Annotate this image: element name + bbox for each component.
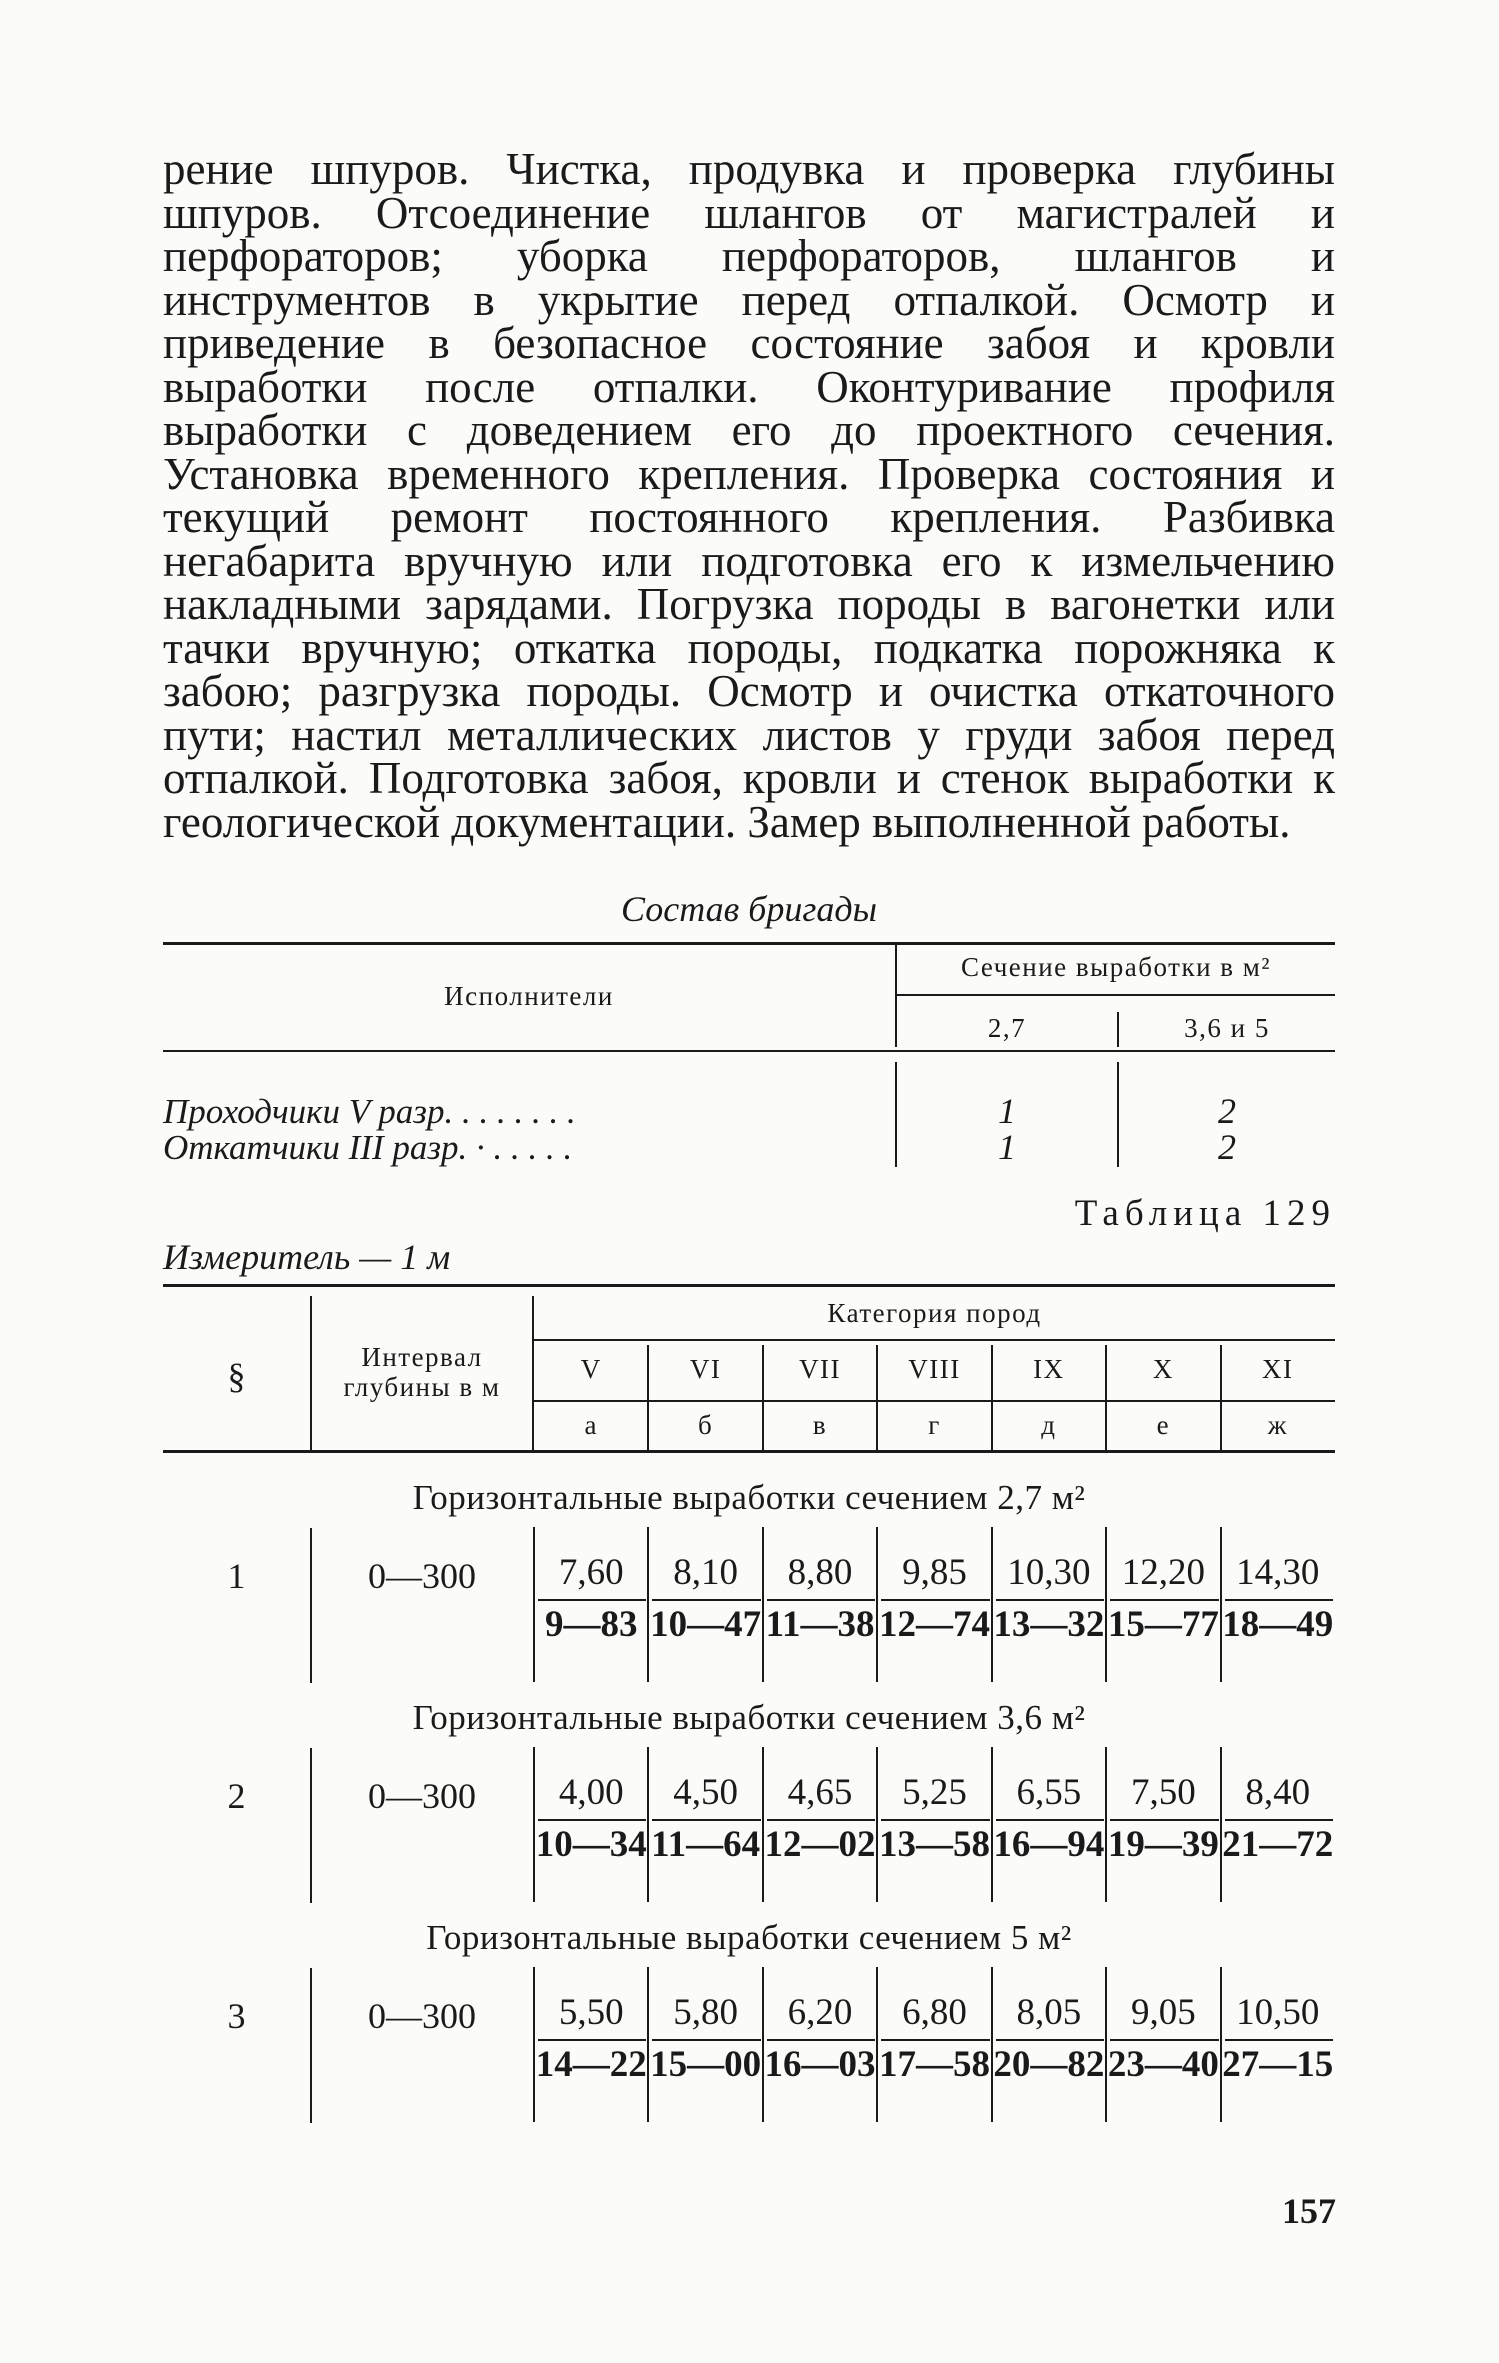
fraction-line [996,1819,1104,1821]
price-value: 9—83 [544,1604,638,1645]
fraction-line [881,2039,989,2041]
price-value: 20—82 [993,2044,1105,2085]
crew-row-value: 1 [998,1091,1016,1131]
rate-value: 5,50 [558,1992,624,2033]
price-value: 12—74 [878,1604,990,1645]
price-value: 13—58 [878,1824,990,1865]
section-header: § [227,1356,246,1396]
price-value: 17—58 [878,2044,990,2085]
rate-value: 8,80 [787,1552,853,1593]
rate-value: 5,25 [902,1772,967,1813]
crew-caption: Состав бригады [620,889,878,929]
category-roman: V [580,1354,602,1384]
price-value: 16—94 [993,1824,1105,1865]
fraction-line [881,1599,989,1601]
row-interval: 0—300 [368,1996,476,2036]
fraction-line [1110,2039,1218,2041]
fraction-line [1225,1599,1333,1601]
category-letter: е [1156,1410,1171,1440]
rate-value: 7,50 [1130,1772,1196,1813]
category-roman: VI [689,1354,722,1384]
rate-value: 4,00 [558,1772,624,1813]
category-rule [534,1339,1335,1341]
group-title: Горизонтальные выработки сечением 2,7 м² [412,1478,1086,1517]
group-title: Горизонтальные выработки сечением 3,6 м² [412,1698,1086,1737]
crew-row-value: 2 [1218,1091,1236,1131]
rate-value: 5,80 [673,1992,738,2033]
rate-value: 7,60 [558,1552,624,1593]
category-letter: б [698,1410,714,1440]
price-value: 16—03 [764,2044,876,2085]
fraction-line [652,2039,760,2041]
rate-value: 4,65 [787,1772,853,1813]
table-title: Таблица 129 [1074,1193,1336,1234]
price-value: 15—00 [650,2044,762,2085]
crew-header-performers: Исполнители [444,981,614,1011]
price-value: 23—40 [1107,2044,1219,2085]
rate-value: 14,30 [1236,1552,1320,1593]
crew-header-mid-rule [897,994,1335,996]
group-divider [310,1748,312,1903]
crew-sub-b: 3,6 и 5 [1184,1013,1270,1043]
price-value: 27—15 [1222,2044,1334,2085]
interval-header: Интервал глубины в м [343,1342,501,1402]
price-value: 11—38 [765,1604,875,1645]
crew-row-value: 1 [998,1127,1016,1167]
category-letter: г [928,1410,941,1440]
roman-rule [534,1400,1335,1402]
price-value: 10—47 [650,1604,762,1645]
table-top-rule [163,1284,1335,1287]
table-header-bottom-rule [163,1450,1335,1453]
table-measure: Измеритель — 1 м [163,1237,451,1277]
category-letter: в [812,1410,828,1440]
rate-value: 9,85 [902,1552,967,1593]
category-roman: X [1152,1354,1174,1384]
row-number: 2 [227,1776,246,1816]
fraction-line [652,1599,760,1601]
category-roman: IX [1033,1354,1065,1384]
price-value: 13—32 [993,1604,1105,1645]
category-letter: а [584,1410,598,1440]
fraction-line [767,2039,875,2041]
group-title: Горизонтальные выработки сечением 5 м² [426,1918,1072,1957]
rate-value: 10,30 [1007,1552,1091,1593]
rate-value: 12,20 [1121,1552,1205,1593]
price-value: 18—49 [1222,1604,1334,1645]
fraction-line [881,1819,989,1821]
fraction-line [996,2039,1104,2041]
rate-value: 6,55 [1016,1772,1082,1813]
rate-value: 8,10 [673,1552,738,1593]
crew-header-section: Сечение выработки в м² [961,952,1271,982]
crew-row-value: 2 [1218,1127,1236,1167]
row-interval: 0—300 [368,1776,476,1816]
fraction-line [538,1599,646,1601]
fraction-line [1225,1819,1333,1821]
row-number: 3 [227,1996,246,2036]
fraction-line [1110,1599,1218,1601]
fraction-line [1110,1819,1218,1821]
category-letter: д [1041,1410,1057,1440]
rate-value: 10,50 [1236,1992,1320,2033]
group-divider [310,1528,312,1683]
rate-value: 8,40 [1245,1772,1311,1813]
group-divider [310,1968,312,2123]
rate-value: 9,05 [1130,1992,1196,2033]
fraction-line [1225,2039,1333,2041]
category-roman: VIII [908,1354,961,1384]
rate-value: 4,50 [673,1772,738,1813]
fraction-line [538,2039,646,2041]
rate-value: 8,05 [1016,1992,1082,2033]
price-value: 21—72 [1222,1824,1334,1865]
price-value: 19—39 [1107,1824,1219,1865]
row-interval: 0—300 [368,1556,476,1596]
fraction-line [538,1819,646,1821]
page-number: 157 [1282,2191,1336,2231]
crew-row-name: Проходчики V разр. . . . . . . . [163,1092,576,1131]
price-value: 12—02 [764,1824,876,1865]
category-roman: VII [799,1354,842,1384]
crew-header-bottom-rule [163,1050,1335,1052]
fraction-line [996,1599,1104,1601]
rate-value: 6,20 [787,1992,853,2033]
category-header: Категория пород [827,1298,1042,1328]
crew-row-name: Откатчики III разр. · . . . . . [163,1128,573,1167]
fraction-line [652,1819,760,1821]
category-letter: ж [1267,1410,1288,1440]
category-roman: XI [1262,1354,1294,1384]
fraction-line [767,1819,875,1821]
crew-sub-a: 2,7 [987,1013,1027,1043]
row-number: 1 [227,1556,246,1596]
price-value: 15—77 [1107,1604,1219,1645]
crew-top-rule [163,942,1335,945]
price-value: 10—34 [535,1824,647,1865]
body-paragraph: рение шпуров. Чистка, продувка и проверка глубины шпуров. Отсоединение шлангов от магистралей и перфораторов; уборка перфораторов, шлангов и инструментов в укрытие перед отпалкой. Осмотр и приведение в безопасное состояние забоя и кровли выработки после отпалки. Оконтуривание профиля выработки с доведением его до проектного сечения. Установка временного крепления. Проверка состояния и текущий ремонт постоянного крепления. Разбивка негабарита вручную или подготовка его к измельчению накладными зарядами. Погрузка породы в вагонетки или тачки вручную; откатка породы, подкатка порожняка к забою; разгрузка породы. Осмотр и очистка откаточного пути; настил металлических листов у груди забоя перед отпалкой. Подготовка забоя, кровли и стенок выработки к геологической документации. Замер выполненной работы. [163,144,1335,847]
fraction-line [767,1599,875,1601]
price-value: 11—64 [651,1824,761,1865]
price-value: 14—22 [535,2044,647,2085]
rate-value: 6,80 [902,1992,967,2033]
